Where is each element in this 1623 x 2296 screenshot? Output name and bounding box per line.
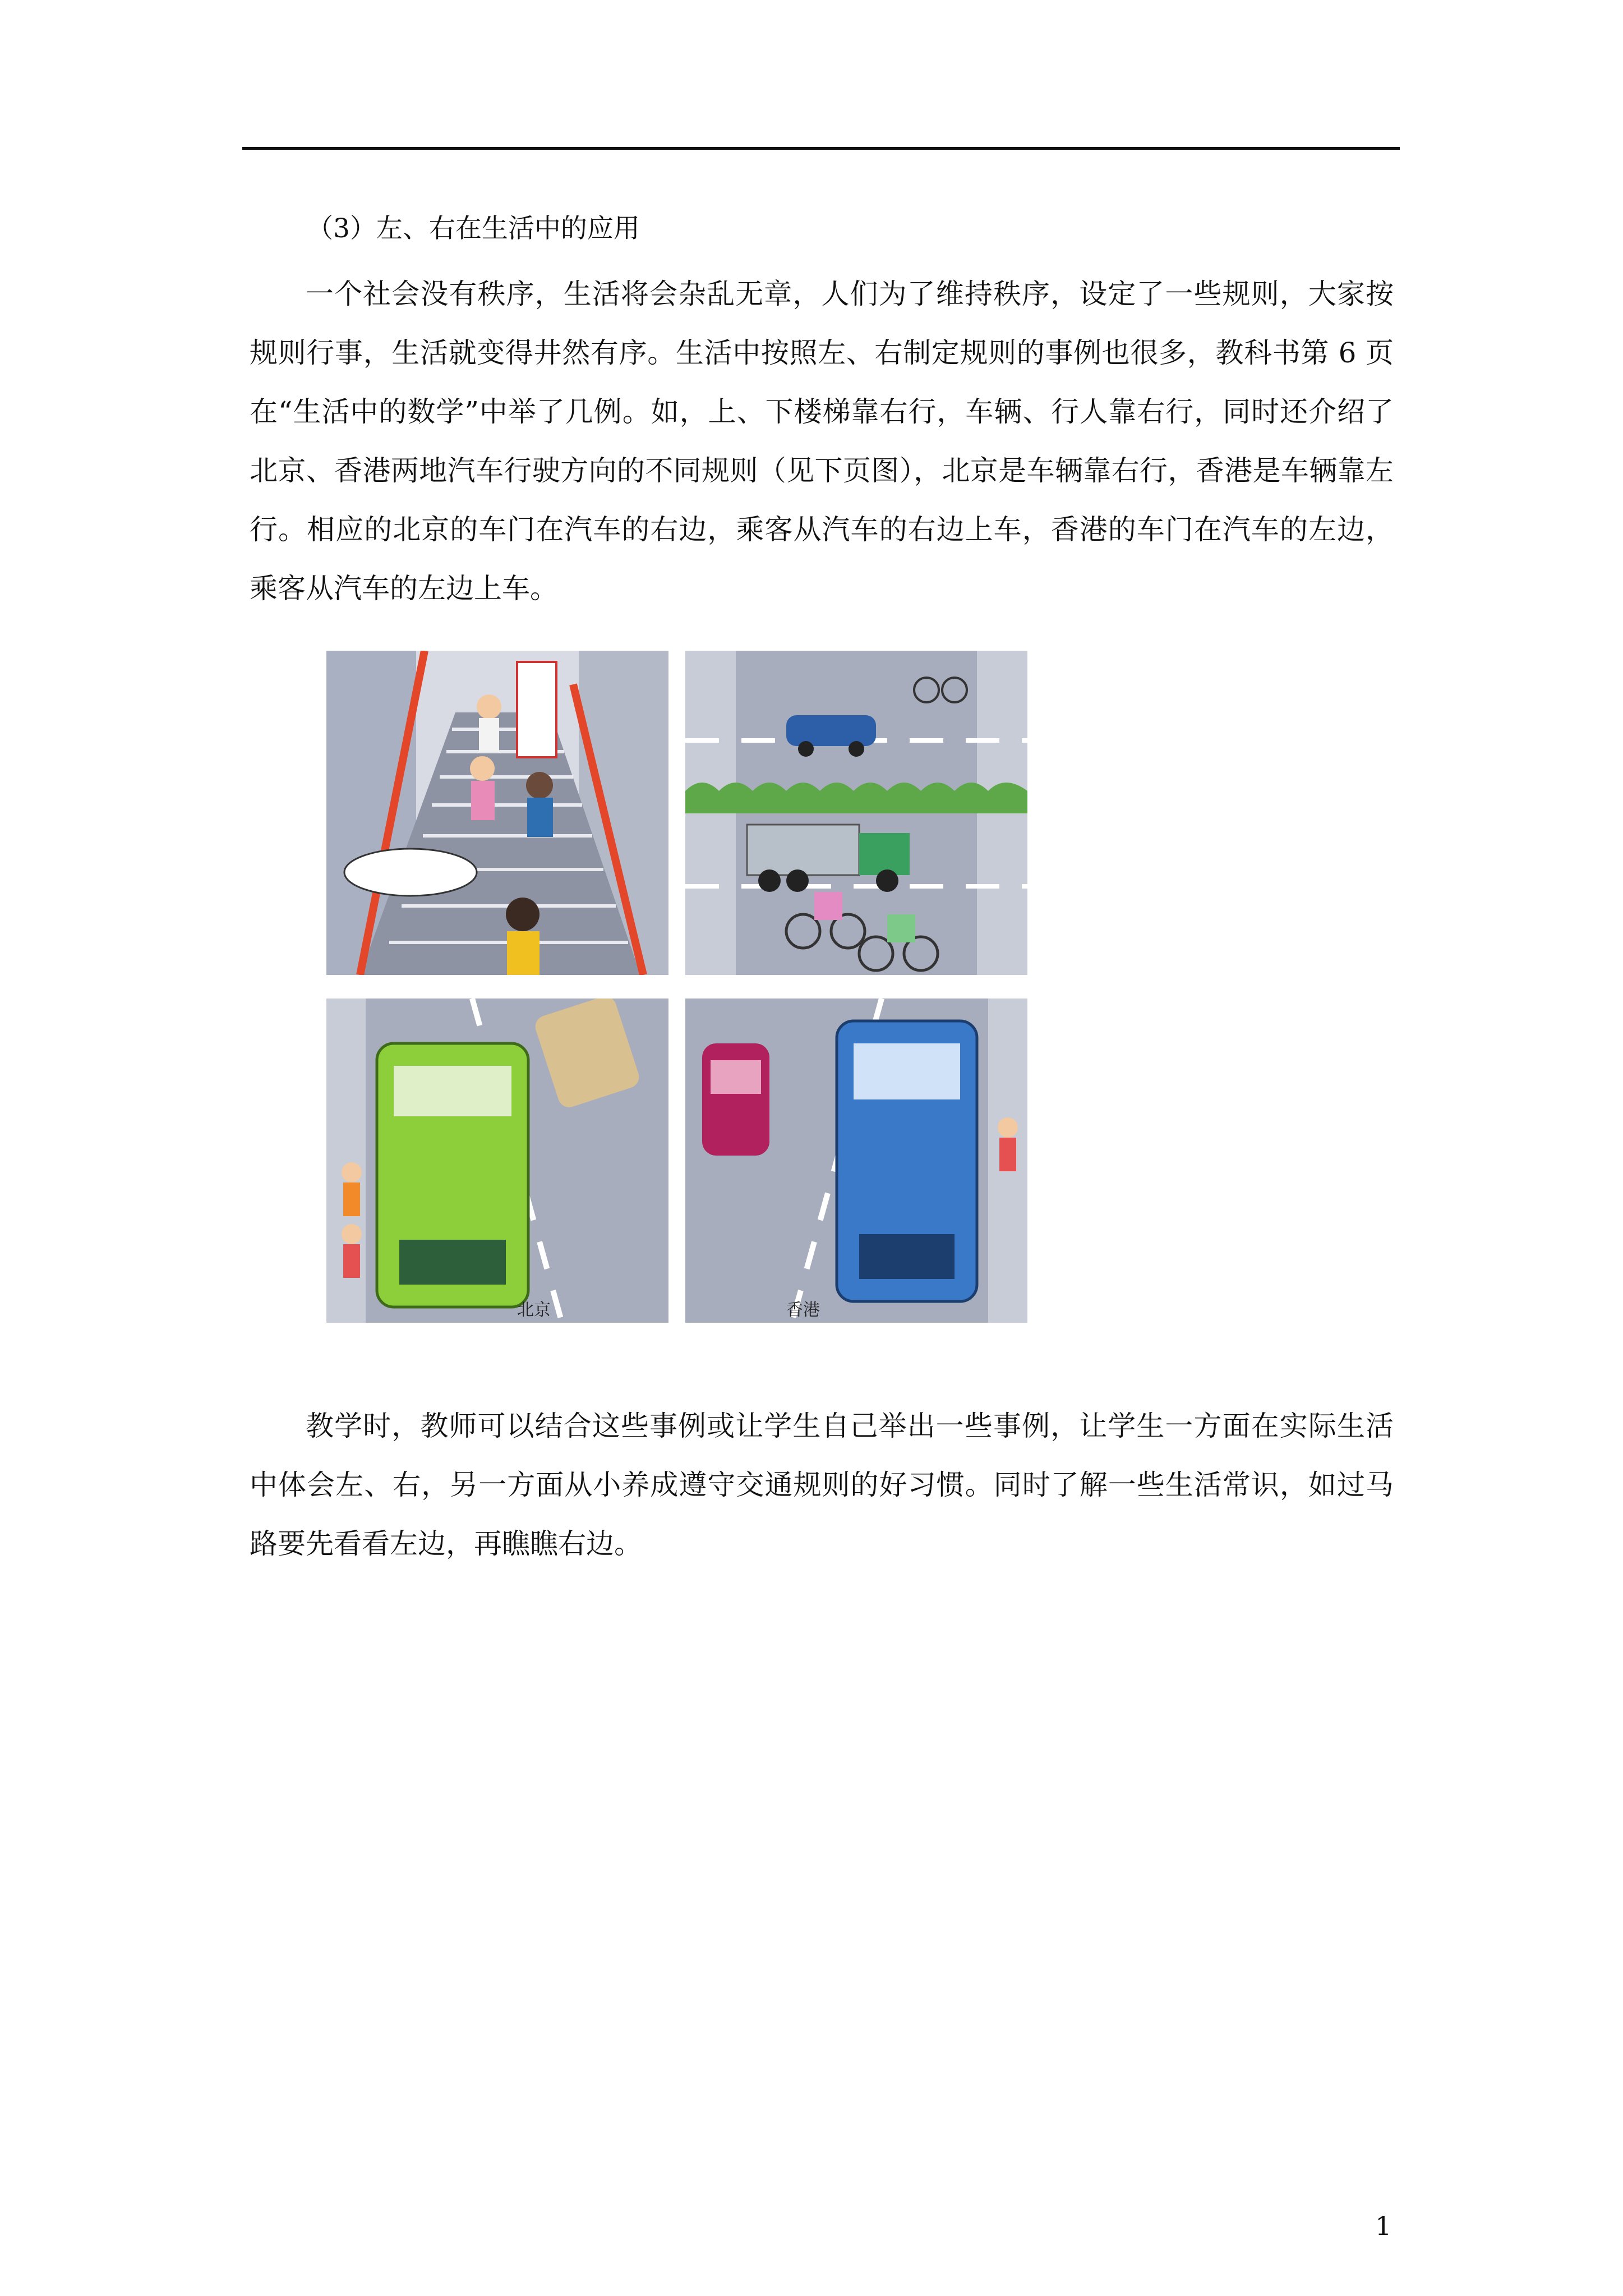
hongkong-bus-illustration [685, 999, 1027, 1323]
stairs-illustration [326, 651, 668, 975]
beijing-panel [326, 999, 668, 1323]
body-paragraph-2: 教学时，教师可以结合这些事例或让学生自己举出一些事例，让学生一方面在实际生活中体会左、右，另一方面从小养成遵守交通规则的好习惯。同时了解一些生活常识，如过马路要先看看左边，再瞧瞧右边。 [250, 1410, 1394, 1560]
body-paragraph-1: 一个社会没有秩序，生活将会杂乱无章，人们为了维持秩序，设定了一些规则，大家按规则行事，生活就变得井然有序。生活中按照左、右制定规则的事例也很多，教科书第 6 页在“生活中的数学”中举了几例。如，上、下楼梯靠右行，车辆、行人靠右行，同时还介绍了北京、香港两地汽车行驶方向的不同规则（见下页图），北京是车辆靠右行，香港是车辆靠左行。相应的北京的车门在汽车的右边，乘客从汽车的右边上车，香港的车门在汽车的左边，乘客从汽车的左边上车。 [250, 278, 1394, 605]
beijing-bus-illustration [326, 999, 668, 1323]
hongkong-panel [685, 999, 1027, 1323]
page-number: 1 [1375, 2211, 1392, 2241]
hongkong-label: 香港 [786, 1300, 820, 1320]
road-panel [685, 651, 1027, 975]
header-rule [242, 147, 1400, 150]
stairs-panel [326, 651, 668, 975]
beijing-label: 北京 [517, 1300, 551, 1320]
illustration-figure [326, 651, 1038, 1323]
road-illustration [685, 651, 1027, 975]
section-title: （3）左、右在生活中的应用 [307, 213, 640, 244]
